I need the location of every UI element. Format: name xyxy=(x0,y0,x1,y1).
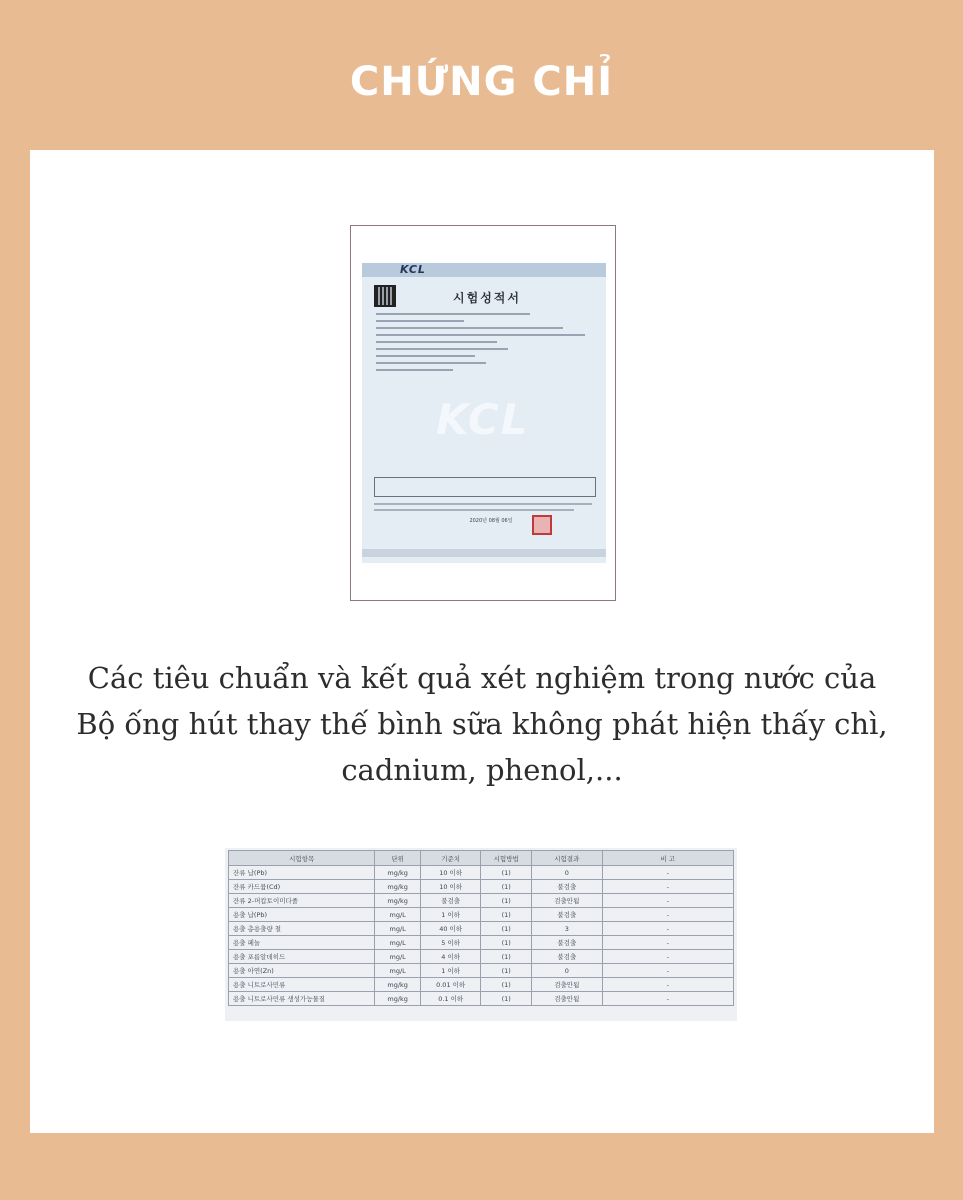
certificate-title: 시험성적서 xyxy=(453,291,521,305)
table-cell: 잔류 카드뮴(Cd) xyxy=(229,880,375,894)
column-header: 단위 xyxy=(375,851,420,866)
table-cell: - xyxy=(602,866,733,880)
table-cell: (1) xyxy=(481,908,532,922)
table-cell: (1) xyxy=(481,992,532,1006)
table-row xyxy=(229,936,734,950)
table-cell: 용출 포름알데히드 xyxy=(229,950,375,964)
table-cell: 용출 페놀 xyxy=(229,936,375,950)
table-cell: - xyxy=(602,894,733,908)
certificate-date: 2020년 08월 06일 xyxy=(469,518,513,524)
table-cell: mg/L xyxy=(375,922,420,936)
test-result-table-image xyxy=(225,848,737,1021)
certificate-image xyxy=(350,225,616,601)
table-cell: mg/L xyxy=(375,936,420,950)
table-cell: - xyxy=(602,908,733,922)
table-cell: mg/L xyxy=(375,908,420,922)
table-row xyxy=(229,992,734,1006)
description-text xyxy=(30,655,934,793)
table-cell: 1 이하 xyxy=(420,964,481,978)
kcl-watermark: KCL xyxy=(436,395,530,444)
table-cell: 0.1 이하 xyxy=(420,992,481,1006)
page-title: CHỨNG CHỈ xyxy=(349,59,614,105)
table-cell: 용출 니트로사민류 생성가능물질 xyxy=(229,992,375,1006)
table-cell: - xyxy=(602,880,733,894)
table-cell: (1) xyxy=(481,922,532,936)
kcl-logo: KCL xyxy=(400,263,426,276)
certificate-notes xyxy=(374,503,596,515)
table-cell: 0 xyxy=(531,866,602,880)
table-cell: (1) xyxy=(481,964,532,978)
description-line: cadnium, phenol,... xyxy=(341,753,623,787)
table-cell: mg/kg xyxy=(375,866,420,880)
certificate-footer xyxy=(362,549,606,557)
qr-code-icon xyxy=(374,285,396,307)
table-cell: 용출 아연(Zn) xyxy=(229,964,375,978)
table-cell: 불검출 xyxy=(420,894,481,908)
column-header: 시험결과 xyxy=(531,851,602,866)
table-cell: 0.01 이하 xyxy=(420,978,481,992)
table-cell: (1) xyxy=(481,936,532,950)
table-row xyxy=(229,950,734,964)
table-cell: 4 이하 xyxy=(420,950,481,964)
content-panel xyxy=(30,150,934,1133)
table-header-row xyxy=(229,851,734,866)
table-cell: 용출 총용출량 철 xyxy=(229,922,375,936)
test-result-table xyxy=(228,850,734,1006)
table-cell: 용출 납(Pb) xyxy=(229,908,375,922)
table-cell: 5 이하 xyxy=(420,936,481,950)
certificate-header-bar xyxy=(362,263,606,277)
column-header: 기준치 xyxy=(420,851,481,866)
table-cell: - xyxy=(602,922,733,936)
table-cell: - xyxy=(602,950,733,964)
table-cell: 잔류 납(Pb) xyxy=(229,866,375,880)
column-header: 시험방법 xyxy=(481,851,532,866)
table-row xyxy=(229,866,734,880)
table-cell: (1) xyxy=(481,950,532,964)
table-cell: - xyxy=(602,936,733,950)
table-cell: 검출안됨 xyxy=(531,894,602,908)
signature-box xyxy=(374,477,596,497)
table-cell: 불검출 xyxy=(531,936,602,950)
table-cell: (1) xyxy=(481,894,532,908)
table-row xyxy=(229,880,734,894)
table-cell: 검출안됨 xyxy=(531,992,602,1006)
official-seal xyxy=(532,515,552,535)
table-cell: 3 xyxy=(531,922,602,936)
table-cell: 0 xyxy=(531,964,602,978)
table-cell: 불검출 xyxy=(531,908,602,922)
table-cell: - xyxy=(602,978,733,992)
table-cell: (1) xyxy=(481,978,532,992)
table-cell: 불검출 xyxy=(531,880,602,894)
table-cell: 40 이하 xyxy=(420,922,481,936)
table-row xyxy=(229,894,734,908)
table-row xyxy=(229,978,734,992)
table-cell: 1 이하 xyxy=(420,908,481,922)
table-cell: 용출 니트로사민류 xyxy=(229,978,375,992)
table-cell: (1) xyxy=(481,866,532,880)
table-cell: 불검출 xyxy=(531,950,602,964)
table-row xyxy=(229,908,734,922)
description-line: Bộ ống hút thay thế bình sữa không phát hiện thấy chì, xyxy=(76,707,888,741)
table-row xyxy=(229,964,734,978)
table-cell: mg/kg xyxy=(375,894,420,908)
table-cell: mg/L xyxy=(375,964,420,978)
table-cell: mg/kg xyxy=(375,978,420,992)
column-header: 비 고 xyxy=(602,851,733,866)
table-cell: - xyxy=(602,992,733,1006)
table-cell: 잔류 2-머캅토이미다졸 xyxy=(229,894,375,908)
table-cell: - xyxy=(602,964,733,978)
description-line: Các tiêu chuẩn và kết quả xét nghiệm trong nước của xyxy=(87,661,877,695)
table-cell: mg/L xyxy=(375,950,420,964)
table-cell: 10 이하 xyxy=(420,866,481,880)
table-cell: mg/kg xyxy=(375,992,420,1006)
table-cell: (1) xyxy=(481,880,532,894)
table-cell: mg/kg xyxy=(375,880,420,894)
table-cell: 10 이하 xyxy=(420,880,481,894)
table-cell: 검출안됨 xyxy=(531,978,602,992)
certificate-body-text xyxy=(376,313,596,376)
column-header: 시험항목 xyxy=(229,851,375,866)
certificate-document xyxy=(362,263,606,563)
table-row xyxy=(229,922,734,936)
